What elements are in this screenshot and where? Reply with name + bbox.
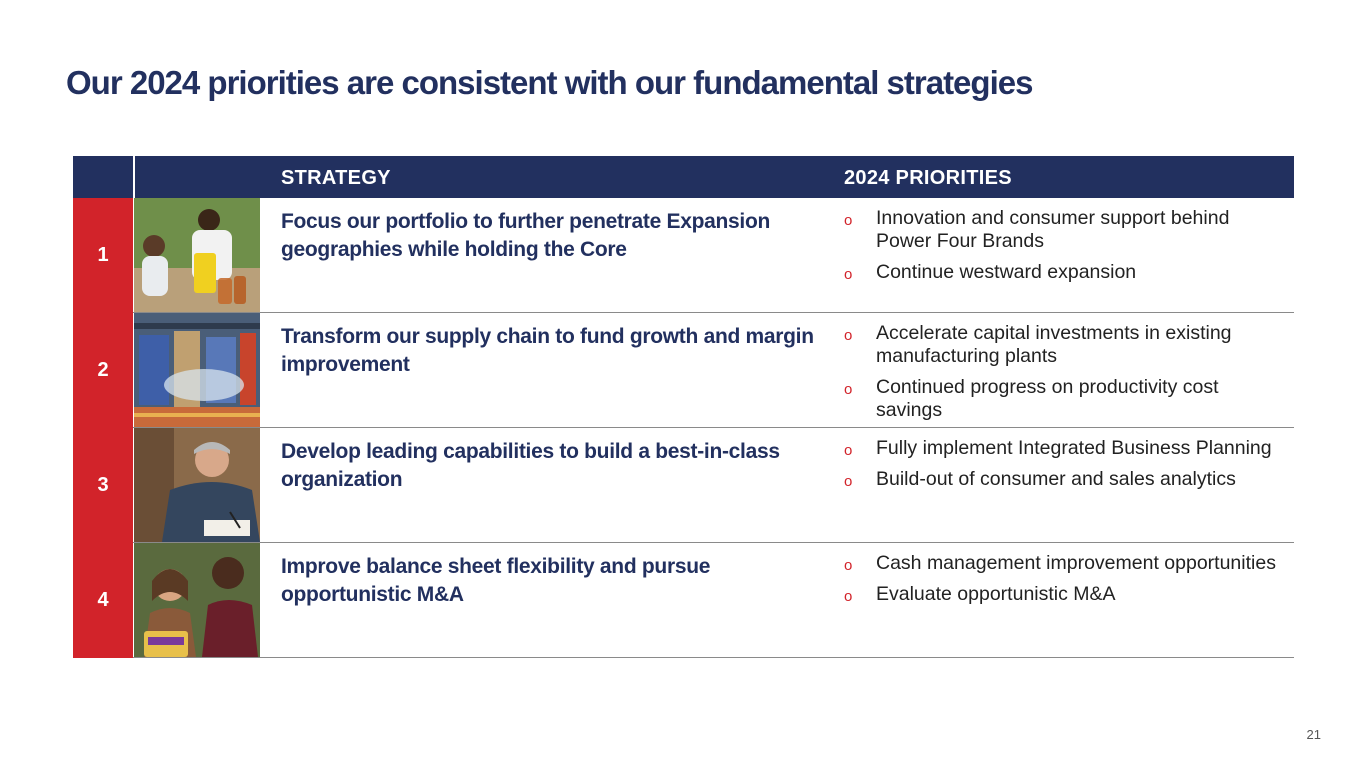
list-item	[844, 207, 1289, 253]
bullet-icon: o	[844, 588, 853, 605]
priority-text: Continued progress on productivity cost savings	[876, 376, 1219, 421]
header-strategy: STRATEGY	[281, 167, 391, 189]
priorities-list	[844, 322, 1289, 430]
list-item	[844, 437, 1289, 460]
row-number: 1	[73, 198, 133, 313]
priority-text: Evaluate opportunistic M&A	[876, 583, 1116, 605]
priority-text: Build-out of consumer and sales analytics	[876, 468, 1236, 490]
bullet-icon: o	[844, 266, 853, 283]
warehouse-photo	[134, 313, 260, 427]
priorities-list	[844, 437, 1289, 499]
bullet-icon: o	[844, 442, 853, 459]
header-divider	[133, 156, 135, 198]
list-item	[844, 322, 1289, 368]
family-snack-photo	[134, 198, 260, 312]
header-priorities: 2024 PRIORITIES	[844, 167, 1012, 189]
list-item	[844, 261, 1289, 284]
list-item	[844, 376, 1289, 422]
table-header	[73, 156, 1294, 198]
row-number: 2	[73, 313, 133, 428]
table-row	[73, 198, 1294, 313]
strategy-text: Develop leading capabilities to build a best-in-class organization	[281, 440, 780, 491]
strategy-text: Improve balance sheet flexibility and pursue opportunistic M&A	[281, 555, 711, 606]
table-row	[73, 428, 1294, 543]
table-row	[73, 543, 1294, 658]
row-number: 4	[73, 543, 133, 658]
bullet-icon: o	[844, 381, 853, 398]
priorities-list	[844, 552, 1289, 614]
strategy-text: Transform our supply chain to fund growth and margin improvement	[281, 325, 814, 376]
priority-text: Cash management improvement opportunities	[876, 552, 1276, 574]
list-item	[844, 468, 1289, 491]
row-number: 3	[73, 428, 133, 543]
slide-title: Our 2024 priorities are consistent with our fundamental strategies	[66, 64, 1033, 101]
priority-text: Fully implement Integrated Business Planning	[876, 437, 1272, 459]
bullet-icon: o	[844, 212, 853, 229]
bullet-icon: o	[844, 327, 853, 344]
page-number: 21	[1306, 727, 1321, 742]
man-writing-photo	[134, 428, 260, 542]
table-row	[73, 313, 1294, 428]
list-item	[844, 552, 1289, 575]
strategy-table	[73, 156, 1294, 658]
bullet-icon: o	[844, 473, 853, 490]
priority-text: Innovation and consumer support behind Power Four Brands	[876, 207, 1230, 252]
priority-text: Accelerate capital investments in existing manufacturing plants	[876, 322, 1232, 367]
list-item	[844, 583, 1289, 606]
priority-text: Continue westward expansion	[876, 261, 1137, 283]
two-people-photo	[134, 543, 260, 657]
strategy-text: Focus our portfolio to further penetrate Expansion geographies while holding the Core	[281, 210, 771, 261]
bullet-icon: o	[844, 557, 853, 574]
priorities-list	[844, 207, 1289, 292]
